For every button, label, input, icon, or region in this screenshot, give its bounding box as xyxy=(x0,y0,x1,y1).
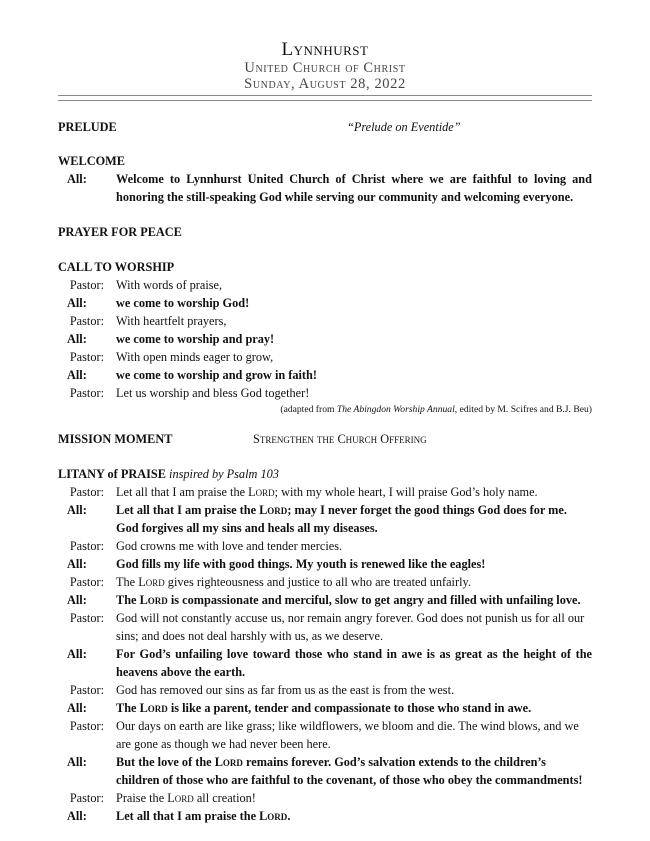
list-item xyxy=(58,807,592,825)
speaker-label: Pastor: xyxy=(69,314,104,328)
speaker-label: Pastor: xyxy=(69,539,104,553)
text-part: ; may I never forget the good things God does for me. God forgives all my sins and heals all my diseases. xyxy=(116,503,567,535)
speaker-label: All: xyxy=(67,557,87,571)
welcome-heading: WELCOME xyxy=(58,154,125,168)
lord-word: Lord xyxy=(138,575,165,589)
call-to-worship-section xyxy=(58,258,592,417)
mission-heading: MISSION MOMENT xyxy=(58,432,173,446)
response-text: Let us worship and bless God together! xyxy=(116,386,310,400)
church-name: Lynnhurst xyxy=(281,39,369,60)
response-text: we come to worship and pray! xyxy=(116,332,275,346)
litany-inspiration: inspired by Psalm 103 xyxy=(169,467,279,481)
text-part: ; with my whole heart, I will praise God’s holy name. xyxy=(274,485,538,499)
citation xyxy=(58,403,592,417)
text-part: But the love of the xyxy=(116,755,215,769)
response-text xyxy=(116,483,592,501)
text-part: remains forever. God’s salvation extends to the children’s children of those who are faithful to the covenant, of those who obey the commandments! xyxy=(116,755,583,787)
text-part: The xyxy=(116,701,140,715)
prelude-section xyxy=(58,118,592,136)
lord-word: Lord xyxy=(259,503,288,517)
welcome-line xyxy=(58,170,592,206)
speaker-label: All: xyxy=(67,368,87,382)
response-text xyxy=(116,807,592,825)
response-text xyxy=(116,573,592,591)
response-text: With words of praise, xyxy=(116,278,223,292)
bulletin-header xyxy=(0,40,650,92)
prelude-title: “Prelude on Eventide” xyxy=(347,120,461,134)
speaker-label: All: xyxy=(67,701,87,715)
text-part: all creation! xyxy=(193,791,256,805)
litany-heading-row xyxy=(58,465,592,483)
response-text: God crowns me with love and tender mercies. xyxy=(116,539,343,553)
text-part: Let all that I am praise the xyxy=(116,809,260,823)
welcome-section xyxy=(58,152,592,206)
list-item xyxy=(58,645,592,681)
prelude-heading: PRELUDE xyxy=(58,120,117,134)
list-item xyxy=(58,330,592,348)
text-part: . xyxy=(287,809,291,823)
text-part: Praise the xyxy=(116,791,168,805)
speaker-label: Pastor: xyxy=(69,719,104,733)
list-item xyxy=(58,366,592,384)
list-item xyxy=(58,753,592,789)
speaker-label: Pastor: xyxy=(69,278,104,292)
list-item xyxy=(58,501,592,537)
response-text xyxy=(116,753,592,789)
list-item xyxy=(58,789,592,807)
text-part: gives righteousness and justice to all who are treated unfairly. xyxy=(164,575,471,589)
text-part: The xyxy=(116,593,140,607)
speaker-label: All: xyxy=(67,332,87,346)
service-date: Sunday, August 28, 2022 xyxy=(244,76,406,92)
speaker-label: Pastor: xyxy=(69,791,104,805)
response-text: With open minds eager to grow, xyxy=(116,350,274,364)
list-item xyxy=(58,384,592,402)
speaker-label: Pastor: xyxy=(69,611,104,625)
speaker-label: All: xyxy=(67,503,87,517)
citation-suffix: , edited by M. Scifres and B.J. Beu) xyxy=(454,404,592,415)
speaker-label: Pastor: xyxy=(69,386,104,400)
list-item xyxy=(58,609,592,645)
welcome-text: Welcome to Lynnhurst United Church of Christ where we are faithful to loving and honoring the still-speaking God while serving our community and welcoming everyone. xyxy=(116,172,592,204)
text-part: The xyxy=(116,575,139,589)
response-text: Our days on earth are like grass; like wildflowers, we bloom and die. The wind blows, and we are gone as though we had never been here. xyxy=(116,719,579,751)
speaker-label: All: xyxy=(67,647,87,661)
citation-title: The Abingdon Worship Annual xyxy=(336,404,455,415)
call-to-worship-heading: CALL TO WORSHIP xyxy=(58,260,175,274)
list-item xyxy=(58,537,592,555)
response-text xyxy=(116,501,592,537)
mission-title: Strengthen the Church Offering xyxy=(253,432,427,446)
list-item xyxy=(58,699,592,717)
text-part: Let all that I am praise the xyxy=(116,485,249,499)
list-item xyxy=(58,483,592,501)
response-text: God will not constantly accuse us, nor remain angry forever. God does not punish us for all our sins; and does not deal harshly with us, as we deserve. xyxy=(116,611,585,643)
speaker-label: Pastor: xyxy=(69,350,104,364)
mission-section xyxy=(58,430,592,448)
header-rule-bottom xyxy=(58,100,592,101)
list-item xyxy=(58,294,592,312)
response-text: For God’s unfailing love toward those who stand in awe is as great as the height of the heavens above the earth. xyxy=(116,647,592,679)
response-text: God fills my life with good things. My youth is renewed like the eagles! xyxy=(116,557,486,571)
list-item xyxy=(58,681,592,699)
speaker-label: All: xyxy=(67,593,87,607)
speaker-label: Pastor: xyxy=(69,575,104,589)
list-item xyxy=(58,276,592,294)
response-text: With heartfelt prayers, xyxy=(116,314,227,328)
list-item xyxy=(58,555,592,573)
list-item xyxy=(58,717,592,753)
speaker-label: Pastor: xyxy=(69,485,104,499)
header-rule-top xyxy=(58,95,592,96)
lord-word: Lord xyxy=(167,791,194,805)
citation-prefix: (adapted from xyxy=(280,404,337,415)
response-text: we come to worship God! xyxy=(116,296,250,310)
lord-word: Lord xyxy=(259,809,288,823)
response-text: we come to worship and grow in faith! xyxy=(116,368,317,382)
text-part: Let all that I am praise the xyxy=(116,503,260,517)
text-part: is compassionate and merciful, slow to get angry and filled with unfailing love. xyxy=(167,593,581,607)
prayer-heading: PRAYER FOR PEACE xyxy=(58,225,182,239)
response-text xyxy=(116,699,592,717)
speaker-label: All: xyxy=(67,755,87,769)
list-item xyxy=(58,312,592,330)
lord-word: Lord xyxy=(214,755,243,769)
litany-section xyxy=(58,465,592,825)
response-text: God has removed our sins as far from us as the east is from the west. xyxy=(116,683,455,697)
lord-word: Lord xyxy=(139,701,168,715)
list-item xyxy=(58,573,592,591)
litany-heading: LITANY of PRAISE xyxy=(58,467,166,481)
church-subtitle: United Church of Christ xyxy=(244,60,406,76)
list-item xyxy=(58,348,592,366)
speaker-label: All: xyxy=(67,809,87,823)
lord-word: Lord xyxy=(248,485,275,499)
response-text xyxy=(116,591,592,609)
speaker-label: All: xyxy=(67,296,87,310)
response-text xyxy=(116,789,592,807)
prayer-section xyxy=(58,223,592,241)
speaker-label: All: xyxy=(67,172,87,186)
list-item xyxy=(58,591,592,609)
lord-word: Lord xyxy=(139,593,168,607)
text-part: is like a parent, tender and compassionate to those who stand in awe. xyxy=(167,701,532,715)
speaker-label: Pastor: xyxy=(69,683,104,697)
